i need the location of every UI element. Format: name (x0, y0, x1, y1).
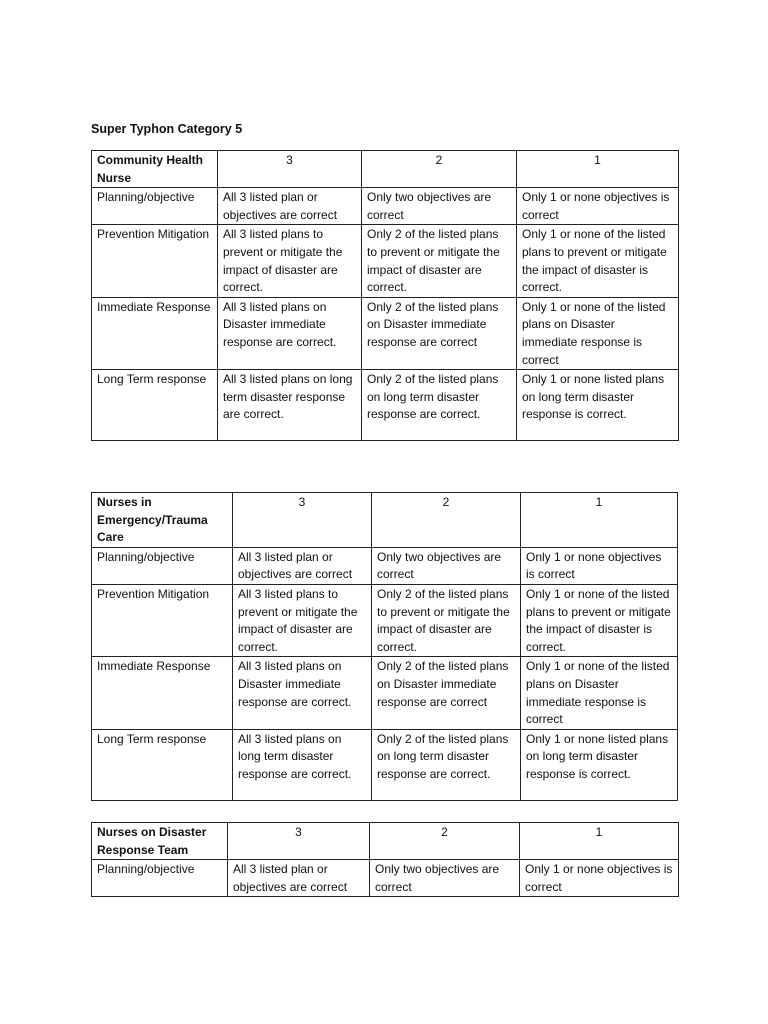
criterion-cell: Immediate Response (92, 297, 218, 369)
score-header-2: 2 (372, 493, 521, 548)
table-cell: All 3 listed plans on long term disaster response are correct. (218, 370, 362, 441)
table-row (92, 584, 678, 656)
table-cell: Only 2 of the listed plans to prevent or mitigate the impact of disaster are correct. (362, 225, 517, 297)
table-cell: All 3 listed plans on Disaster immediate response are correct. (218, 297, 362, 369)
table-header-row (92, 493, 678, 548)
table-header-row (92, 151, 679, 188)
table-cell: Only 1 or none of the listed plans on Disaster immediate response is correct (517, 297, 679, 369)
table-cell: All 3 listed plans to prevent or mitigate the impact of disaster are correct. (218, 225, 362, 297)
table-cell: All 3 listed plans on Disaster immediate response are correct. (233, 657, 372, 729)
score-header-2: 2 (362, 151, 517, 188)
table-row (92, 657, 678, 729)
criterion-cell: Planning/objective (92, 547, 233, 584)
score-header-1: 1 (517, 151, 679, 188)
table-row (92, 225, 679, 297)
table-row (92, 860, 679, 897)
score-header-3: 3 (233, 493, 372, 548)
table-cell: Only 1 or none of the listed plans on Disaster immediate response is correct (521, 657, 678, 729)
table-corner-header: Community Health Nurse (92, 151, 218, 188)
table-cell: Only two objectives are correct (372, 547, 521, 584)
rubric-table-emergency-trauma-care (91, 492, 678, 801)
table-cell: All 3 listed plans on long term disaster response are correct. (233, 729, 372, 800)
table-corner-header: Nurses on Disaster Response Team (92, 823, 228, 860)
table-cell: Only two objectives are correct (370, 860, 520, 897)
table-cell: Only 1 or none of the listed plans to prevent or mitigate the impact of disaster is correct. (517, 225, 679, 297)
table-row (92, 297, 679, 369)
criterion-cell: Prevention Mitigation (92, 225, 218, 297)
rubric-table-disaster-response-team (91, 822, 679, 897)
table-cell: All 3 listed plans to prevent or mitigate the impact of disaster are correct. (233, 584, 372, 656)
table-corner-header: Nurses in Emergency/Trauma Care (92, 493, 233, 548)
table-cell: Only 2 of the listed plans on long term disaster response are correct. (362, 370, 517, 441)
score-header-1: 1 (520, 823, 679, 860)
criterion-cell: Long Term response (92, 729, 233, 800)
criterion-cell: Prevention Mitigation (92, 584, 233, 656)
table-header-row (92, 823, 679, 860)
table-cell: Only 2 of the listed plans on Disaster immediate response are correct (372, 657, 521, 729)
table-cell: All 3 listed plan or objectives are correct (233, 547, 372, 584)
table-row (92, 547, 678, 584)
table-cell: Only 2 of the listed plans on long term disaster response are correct. (372, 729, 521, 800)
table-cell: Only 1 or none objectives is correct (520, 860, 679, 897)
table-cell: Only 2 of the listed plans to prevent or mitigate the impact of disaster are correct. (372, 584, 521, 656)
score-header-2: 2 (370, 823, 520, 860)
table-row (92, 188, 679, 225)
table-row (92, 729, 678, 800)
score-header-1: 1 (521, 493, 678, 548)
document-title: Super Typhon Category 5 (91, 122, 243, 136)
table-cell: Only two objectives are correct (362, 188, 517, 225)
score-header-3: 3 (218, 151, 362, 188)
table-cell: Only 1 or none listed plans on long term disaster response is correct. (517, 370, 679, 441)
score-header-3: 3 (228, 823, 370, 860)
table-cell: Only 2 of the listed plans on Disaster immediate response are correct (362, 297, 517, 369)
table-cell: All 3 listed plan or objectives are correct (218, 188, 362, 225)
criterion-cell: Planning/objective (92, 188, 218, 225)
table-cell: Only 1 or none of the listed plans to prevent or mitigate the impact of disaster is correct. (521, 584, 678, 656)
criterion-cell: Immediate Response (92, 657, 233, 729)
table-cell: Only 1 or none objectives is correct (521, 547, 678, 584)
table-cell: Only 1 or none listed plans on long term disaster response is correct. (521, 729, 678, 800)
criterion-cell: Long Term response (92, 370, 218, 441)
rubric-table-community-health-nurse (91, 150, 679, 441)
table-cell: All 3 listed plan or objectives are correct (228, 860, 370, 897)
criterion-cell: Planning/objective (92, 860, 228, 897)
table-row (92, 370, 679, 441)
table-cell: Only 1 or none objectives is correct (517, 188, 679, 225)
